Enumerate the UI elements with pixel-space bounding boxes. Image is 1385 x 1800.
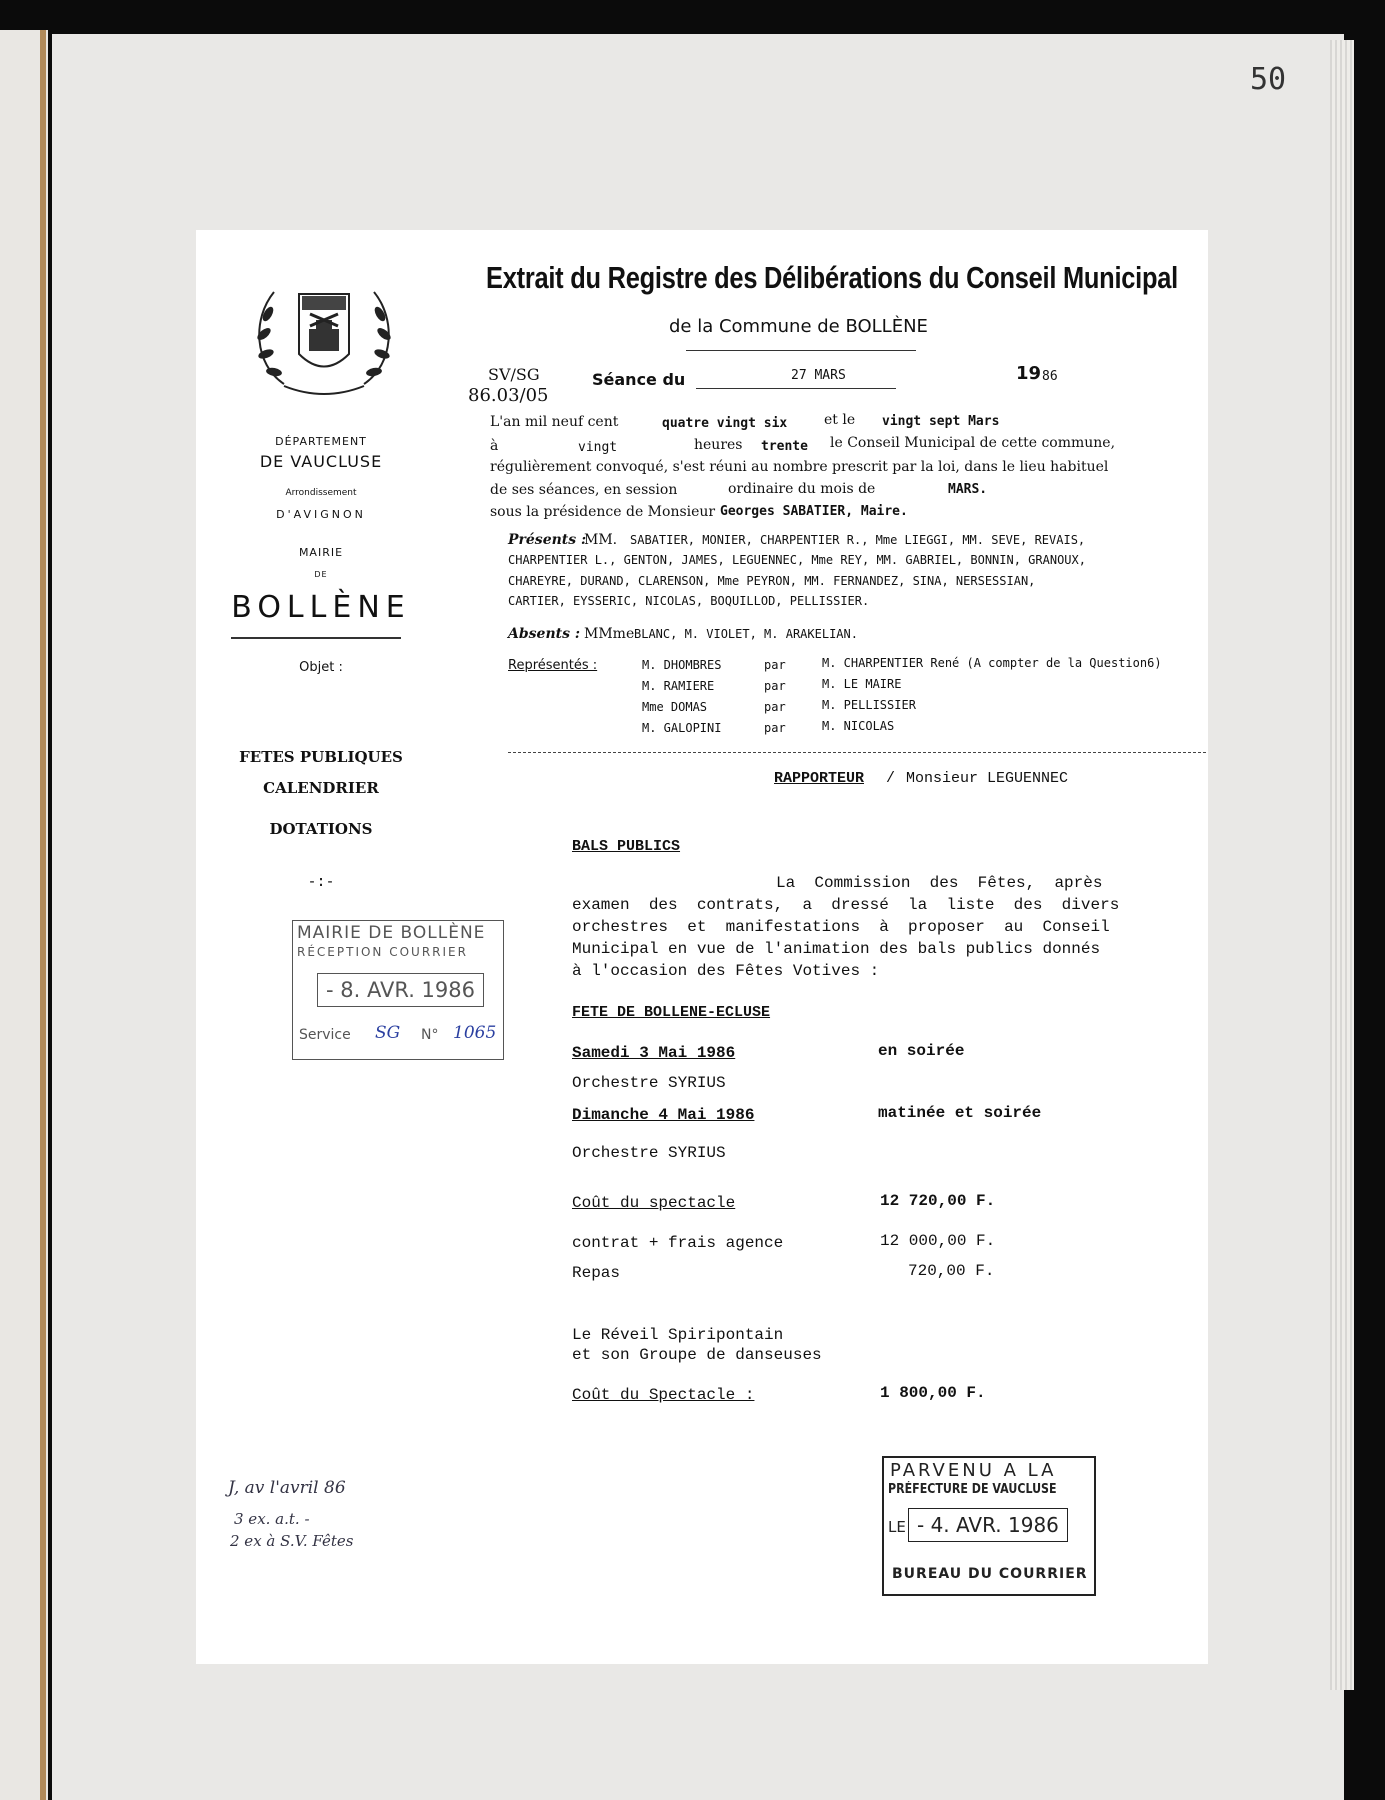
stamp-pref-line2: PRÉFECTURE DE VAUCLUSE (888, 1482, 1057, 1497)
handwritten-note-3: 2 ex à S.V. Fêtes (230, 1532, 354, 1550)
representes-by-4: M. NICOLAS (822, 719, 895, 733)
commune-name: BOLLÈNE (231, 590, 411, 625)
intro-l1a: L'an mil neuf cent (490, 414, 619, 430)
intro-l1b: quatre vingt six (662, 416, 788, 431)
stamp-mairie-service: SG (375, 1023, 401, 1043)
when-1: en soirée (878, 1042, 965, 1060)
presents-mm: MM. (584, 532, 618, 548)
prefecture-stamp (882, 1456, 1096, 1596)
de-label: DE (314, 570, 328, 579)
presents-line-2: CHARPENTIER L., GENTON, JAMES, LEGUENNEC, Mme REY, MM. GABRIEL, BONNIN, GRANOUX, (508, 553, 1086, 567)
reveil-line-2: et son Groupe de danseuses (572, 1346, 822, 1364)
representes-by-2: M. LE MAIRE (822, 677, 902, 691)
objet-line-1: FETES PUBLIQUES (239, 748, 403, 766)
representes-who-1: M. DHOMBRES (642, 658, 722, 672)
arrondissement-label: Arrondissement (285, 488, 357, 498)
representes-par-3: par (764, 700, 786, 714)
stamp-pref-date: - 4. AVR. 1986 (908, 1508, 1068, 1542)
seance-year-suffix: 86 (1042, 369, 1058, 384)
seance-date-rule (696, 388, 896, 389)
stamp-mairie-line2: RÉCEPTION COURRIER (297, 945, 468, 959)
arrondissement-name: D'AVIGNON (276, 508, 366, 521)
reference-line1: SV/SG (488, 365, 540, 384)
intro-l5a: sous la présidence de Monsieur (490, 504, 716, 520)
stamp-pref-le: LE (888, 1518, 906, 1536)
document-subtitle: de la Commune de BOLLÈNE (669, 316, 928, 337)
absents-mm: MMme (584, 626, 635, 642)
page-stack-edge (1330, 40, 1354, 1690)
page-number: 50 (1250, 62, 1287, 97)
intro-l4b: ordinaire du mois de (728, 481, 876, 497)
presents-line-3: CHAREYRE, DURAND, CLARENSON, Mme PEYRON, MM. FERNANDEZ, SINA, NERSESSIAN, (508, 574, 1036, 588)
contrat-value: 12 000,00 F. (880, 1232, 996, 1250)
paragraph-line-2: examen des contrats, a dressé la liste des divers (572, 896, 1120, 914)
document-sheet (196, 230, 1208, 1664)
date-1: Samedi 3 Mai 1986 (572, 1044, 736, 1062)
paragraph-line-1: La Commission des Fêtes, après (776, 874, 1103, 892)
departement-label: DÉPARTEMENT (275, 435, 367, 448)
title-rule (686, 350, 916, 351)
representes-par-2: par (764, 679, 786, 693)
intro-l2d: trente (761, 439, 808, 454)
repas-label: Repas (572, 1264, 621, 1282)
mairie-reception-stamp (292, 920, 504, 1060)
intro-l3: régulièrement convoqué, s'est réuni au nombre prescrit par la loi, dans le lieu habituel (490, 459, 1109, 475)
representes-par-1: par (764, 658, 786, 672)
book-spine (40, 30, 46, 1800)
bollene-crest-icon (244, 274, 404, 406)
date-2: Dimanche 4 Mai 1986 (572, 1106, 755, 1124)
fete-title: FETE DE BOLLENE-ECLUSE (572, 1004, 771, 1021)
when-2: matinée et soirée (878, 1104, 1042, 1122)
representes-by-1: M. CHARPENTIER René (A compter de la Question6) (822, 656, 1162, 670)
intro-l1d: vingt sept Mars (882, 414, 1000, 429)
stamp-mairie-service-label: Service (299, 1027, 351, 1043)
representes-who-2: M. RAMIERE (642, 679, 715, 693)
intro-l4a: de ses séances, en session (490, 482, 678, 498)
cout-label: Coût du spectacle (572, 1194, 736, 1212)
seance-label: Séance du (592, 370, 686, 389)
absents-label: Absents : (508, 626, 581, 642)
orchestre-1: Orchestre SYRIUS (572, 1074, 726, 1092)
rapporteur-label: RAPPORTEUR (774, 770, 865, 787)
representes-who-3: Mme DOMAS (642, 700, 708, 714)
cout2-label: Coût du Spectacle : (572, 1386, 755, 1404)
paragraph-line-4: Municipal en vue de l'animation des bals publics donnés (572, 940, 1101, 958)
intro-l2a: à (490, 438, 499, 454)
intro-l2c: heures (694, 437, 743, 453)
objet-separator: -:- (307, 872, 335, 890)
intro-l2e: le Conseil Municipal de cette commune, (830, 435, 1116, 451)
stamp-pref-line1: PARVENU A LA (890, 1460, 1057, 1481)
commune-rule (231, 637, 401, 639)
representes-by-3: M. PELLISSIER (822, 698, 916, 712)
contrat-label: contrat + frais agence (572, 1234, 784, 1252)
section-divider (508, 752, 1206, 753)
cout-value: 12 720,00 F. (880, 1192, 996, 1210)
stamp-mairie-num-label: N° (421, 1027, 439, 1043)
representes-label: Représentés : (508, 658, 598, 673)
intro-l4c: MARS. (948, 482, 988, 497)
intro-l2b: vingt (578, 440, 618, 455)
objet-line-2: CALENDRIER (263, 779, 379, 797)
reveil-line-1: Le Réveil Spiripontain (572, 1326, 784, 1344)
intro-l5b: Georges SABATIER, Maire. (720, 504, 908, 519)
presents-line-1: SABATIER, MONIER, CHARPENTIER R., Mme LIEGGI, MM. SEVE, REVAIS, (630, 533, 1086, 547)
presents-line-4: CARTIER, EYSSERIC, NICOLAS, BOQUILLOD, PELLISSIER. (508, 594, 870, 608)
cout2-value: 1 800,00 F. (880, 1384, 986, 1402)
rapporteur-name: Monsieur LEGUENNEC (906, 770, 1069, 787)
paragraph-line-3: orchestres et manifestations à proposer au Conseil (572, 918, 1110, 936)
handwritten-note-1: J, av l'avril 86 (228, 1478, 346, 1498)
departement-name: DE VAUCLUSE (259, 452, 383, 471)
seance-date: 27 MARS (791, 368, 846, 383)
seance-year-prefix: 19 (1016, 363, 1042, 384)
intro-l1c: et le (824, 412, 856, 428)
document-title: Extrait du Registre des Délibérations du Conseil Municipal (486, 260, 1178, 295)
stamp-mairie-date: - 8. AVR. 1986 (317, 973, 484, 1007)
handwritten-note-2: 3 ex. a.t. - (234, 1510, 310, 1528)
mairie-label: MAIRIE (298, 546, 344, 559)
orchestre-2: Orchestre SYRIUS (572, 1144, 726, 1162)
objet-line-3: DOTATIONS (269, 820, 373, 838)
section-title: BALS PUBLICS (572, 838, 681, 855)
reference-line2: 86.03/05 (468, 385, 549, 406)
stamp-mairie-num: 1065 (453, 1023, 497, 1043)
repas-value: 720,00 F. (908, 1262, 995, 1280)
book-left-page-edge (0, 30, 48, 1800)
presents-label: Présents : (508, 532, 587, 548)
representes-par-4: par (764, 721, 786, 735)
stamp-pref-bureau: BUREAU DU COURRIER (892, 1566, 1088, 1582)
stamp-mairie-line1: MAIRIE DE BOLLÈNE (297, 923, 486, 943)
absents-text: BLANC, M. VIOLET, M. ARAKELIAN. (634, 627, 858, 641)
rapporteur-sep: / (886, 770, 896, 787)
representes-who-4: M. GALOPINI (642, 721, 722, 735)
paragraph-line-5: à l'occasion des Fêtes Votives : (572, 962, 880, 980)
objet-label: Objet : (299, 660, 343, 675)
